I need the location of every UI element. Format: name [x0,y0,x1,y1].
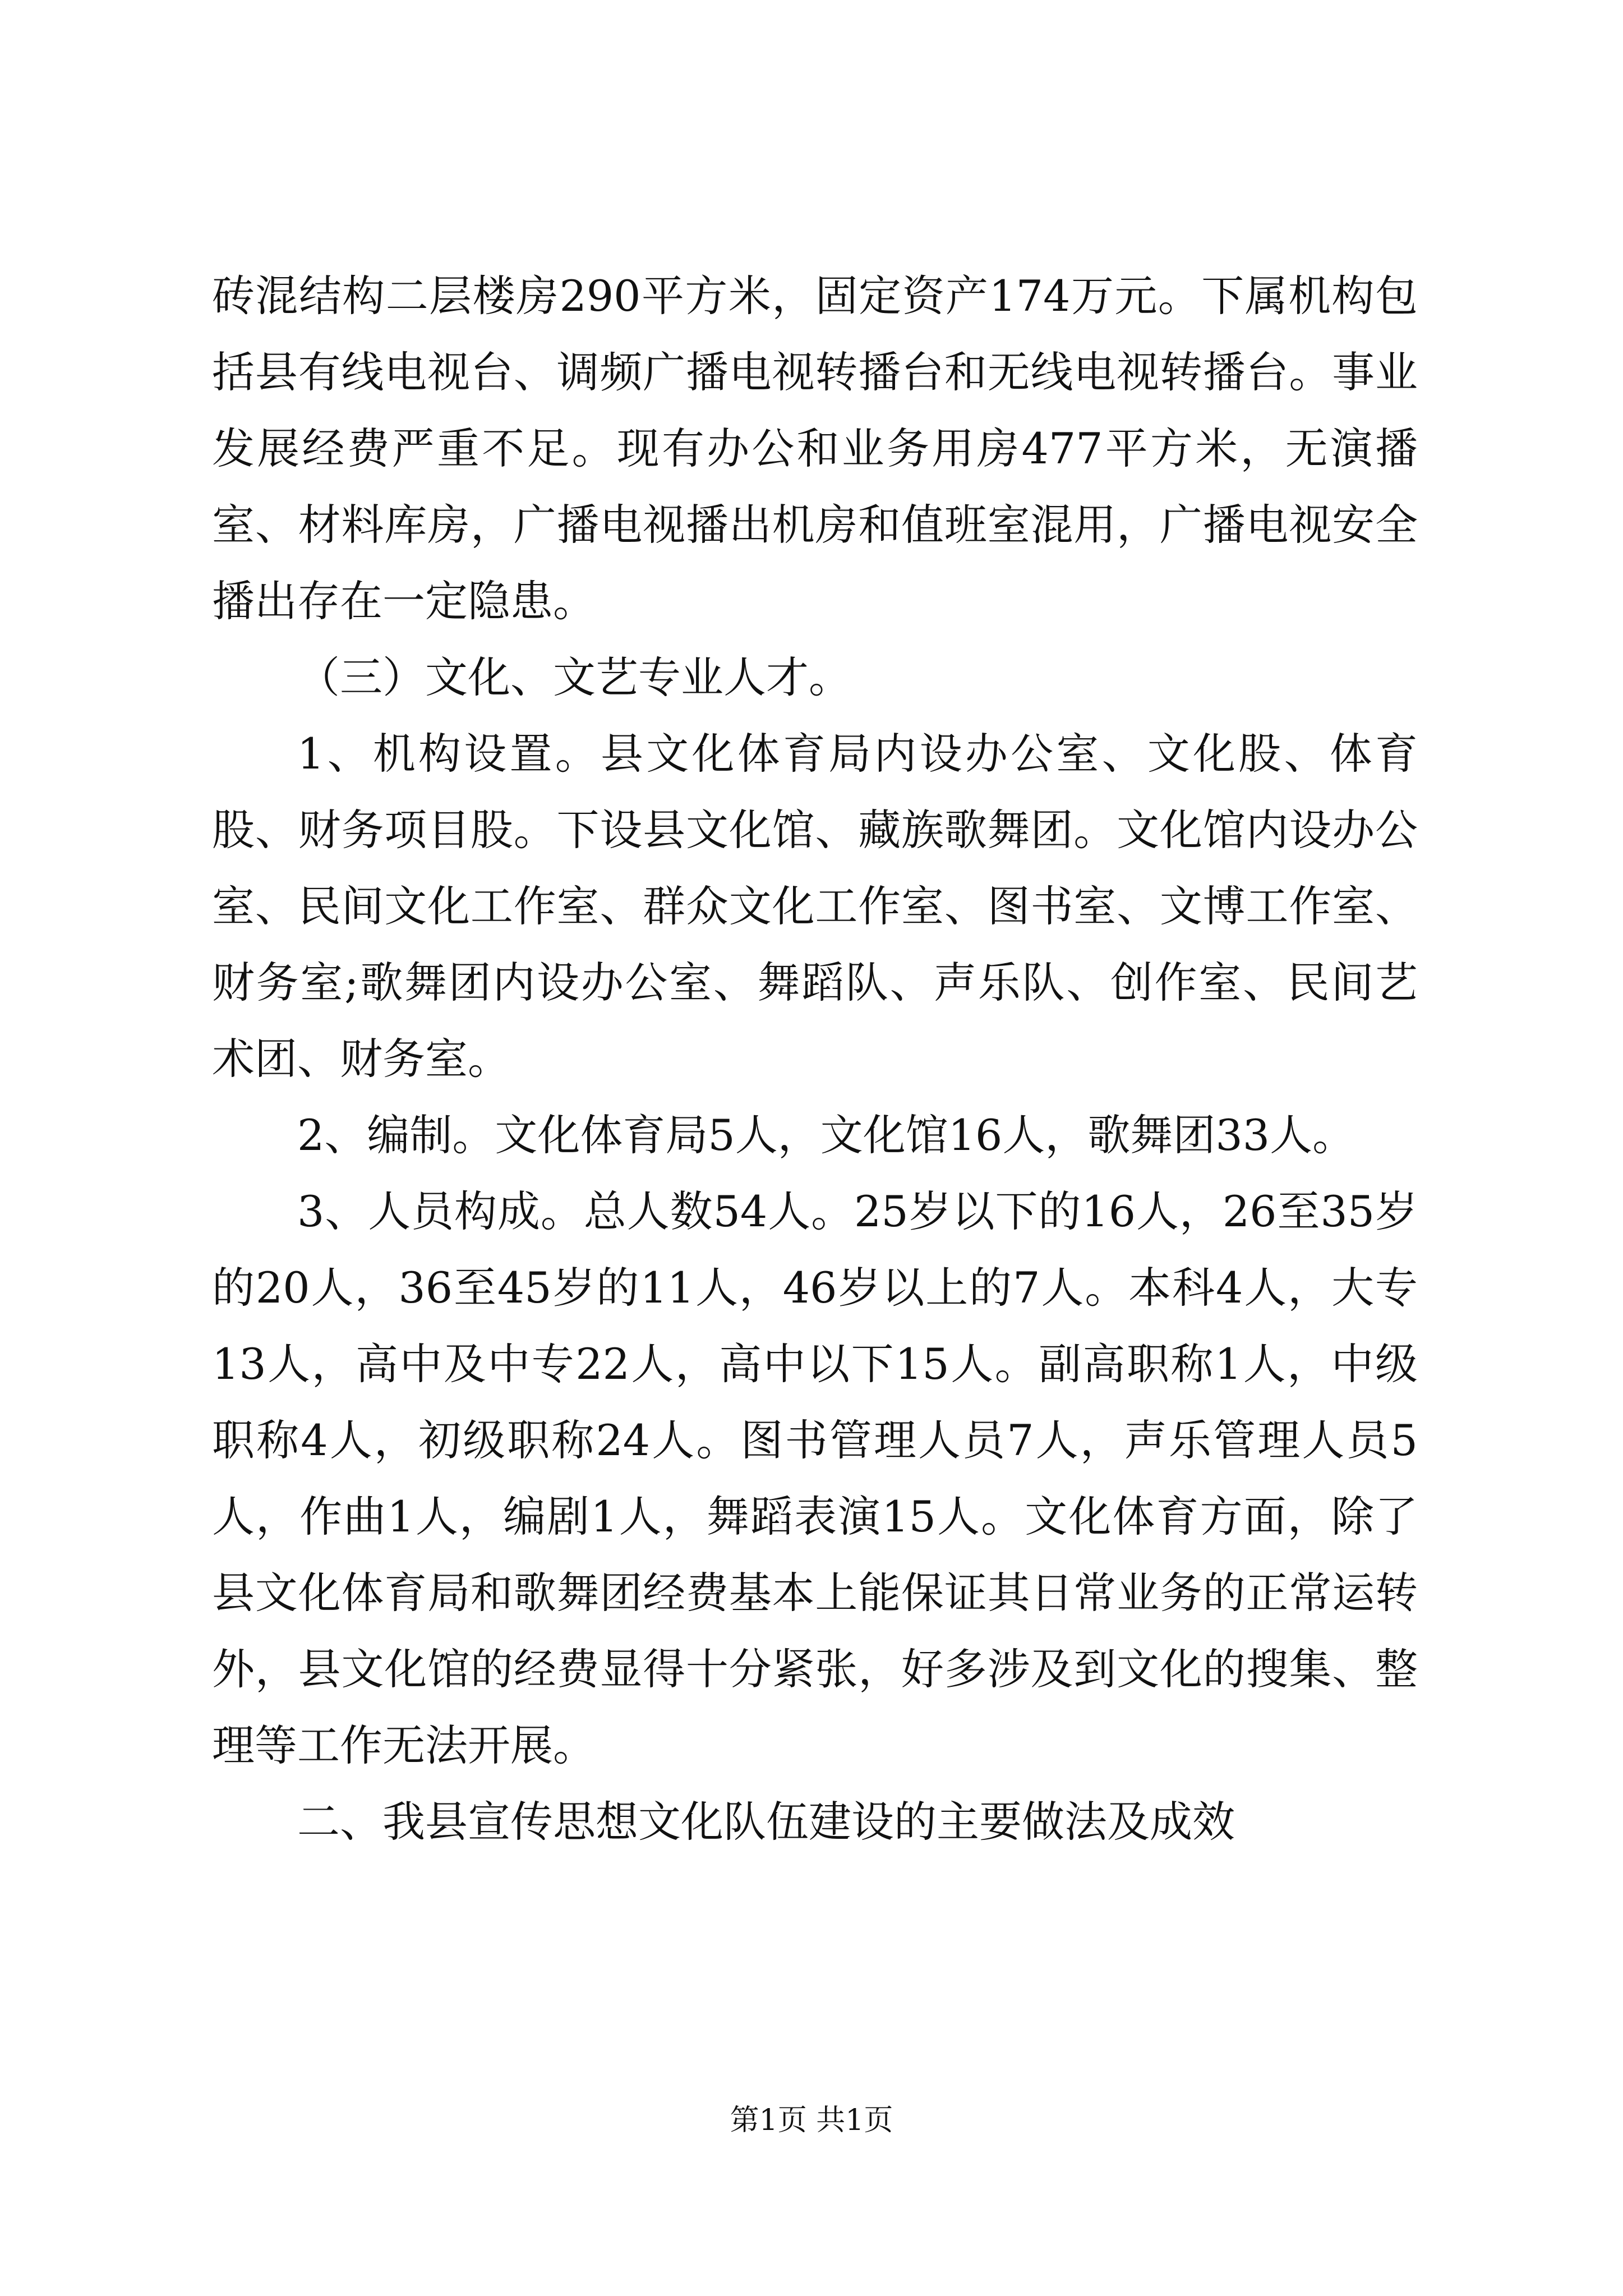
document-body [212,258,1418,1860]
paragraph-personnel: 3、人员构成。总人数54人。25岁以下的16人，26至35岁的20人，36至45岁的11人，46岁以上的7人。本科4人，大专13人，高中及中专22人，高中以下15人。副高职称1人，中级职称4人，初级职称24人。图书管理人员7人，声乐管理人员5人，作曲1人，编剧1人，舞蹈表演15人。文化体育方面，除了县文化体育局和歌舞团经费基本上能保证其日常业务的正常运转外，县文化馆的经费显得十分紧张，好多涉及到文化的搜集、整理等工作无法开展。 [212,1186,1418,1770]
section-heading-2: 二、我县宣传思想文化队伍建设的主要做法及成效 [297,1797,1235,1847]
paragraph-1: 砖混结构二层楼房290平方米，固定资产174万元。下属机构包括县有线电视台、调频广播电视转播台和无线电视转播台。事业发展经费严重不足。现有办公和业务用房477平方米，无演播室、材料库房，广播电视播出机房和值班室混用，广播电视安全播出存在一定隐患。 [212,271,1418,626]
paragraph-organization: 1、机构设置。县文化体育局内设办公室、文化股、体育股、财务项目股。下设县文化馆、藏族歌舞团。文化馆内设办公室、民间文化工作室、群众文化工作室、图书室、文博工作室、财务室;歌舞团内设办公室、舞蹈队、声乐队、创作室、民间艺术团、财务室。 [212,729,1418,1084]
paragraph-staffing: 2、编制。文化体育局5人，文化馆16人，歌舞团33人。 [297,1110,1355,1160]
section-heading-3: （三）文化、文艺专业人才。 [297,652,851,702]
page-footer: 第1页 共1页 [730,2104,893,2137]
